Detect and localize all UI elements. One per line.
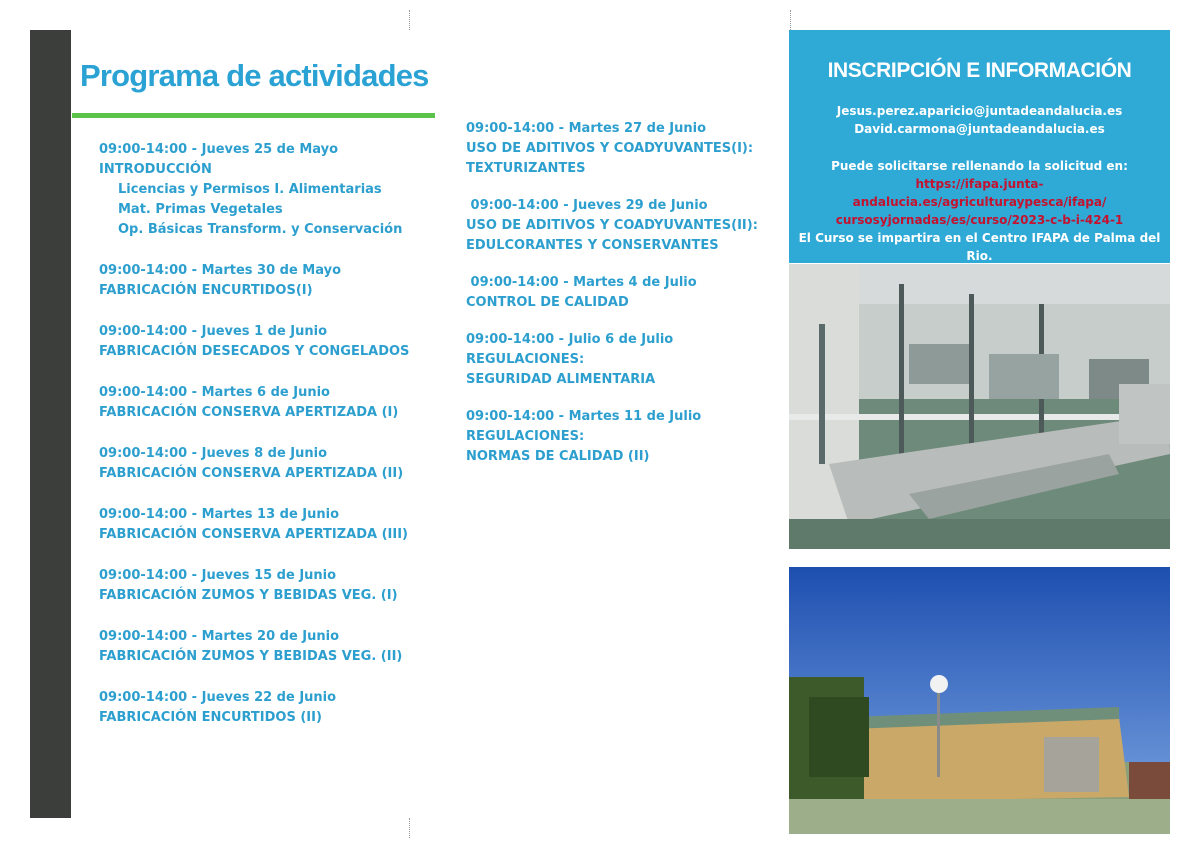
schedule-item xyxy=(99,261,429,301)
schedule-subtopic: Mat. Primas Vegetales xyxy=(118,202,283,217)
schedule-date: 09:00-14:00 - Jueves 1 de Junio xyxy=(99,324,328,339)
fold-mark-top-right xyxy=(790,10,791,30)
schedule-topic: CONTROL DE CALIDAD xyxy=(466,295,629,310)
schedule-topic: FABRICACIÓN ENCURTIDOS (II) xyxy=(99,710,322,725)
contact-email-2[interactable]: David.carmona@juntadeandalucia.es xyxy=(854,122,1105,136)
food-processing-plant-photo xyxy=(789,264,1170,549)
schedule-item xyxy=(466,119,776,179)
registration-url-line-1[interactable]: https://ifapa.junta-andalucia.es/agriculturaypesca/ifapa/ xyxy=(852,177,1107,209)
schedule-item xyxy=(99,444,429,484)
schedule-topic: FABRICACIÓN ZUMOS Y BEBIDAS VEG. (II) xyxy=(99,649,403,664)
schedule-date: 09:00-14:00 - Jueves 25 de Mayo xyxy=(99,142,339,157)
schedule-topic: EDULCORANTES Y CONSERVANTES xyxy=(466,238,719,253)
schedule-item xyxy=(99,140,429,240)
schedule-date: 09:00-14:00 - Martes 6 de Junio xyxy=(99,385,330,400)
schedule-topic: SEGURIDAD ALIMENTARIA xyxy=(466,372,656,387)
schedule-topic: FABRICACIÓN DESECADOS Y CONGELADOS xyxy=(99,344,410,359)
schedule-topic: FABRICACIÓN CONSERVA APERTIZADA (II) xyxy=(99,466,404,481)
schedule-topic: FABRICACIÓN CONSERVA APERTIZADA (III) xyxy=(99,527,408,542)
schedule-item xyxy=(466,407,776,467)
schedule-date: 09:00-14:00 - Jueves 15 de Junio xyxy=(99,568,337,583)
schedule-column-2 xyxy=(466,119,776,484)
schedule-date: 09:00-14:00 - Martes 13 de Junio xyxy=(99,507,340,522)
schedule-date: 09:00-14:00 - Martes 30 de Mayo xyxy=(99,263,341,278)
info-panel xyxy=(789,30,1170,263)
schedule-item xyxy=(99,627,429,667)
schedule-date: 09:00-14:00 - Martes 27 de Junio xyxy=(466,121,707,136)
schedule-column-1 xyxy=(99,140,429,749)
schedule-subtopic: Op. Básicas Transform. y Conservación xyxy=(118,222,403,237)
registration-url-line-2[interactable]: cursosyjornadas/es/curso/2023-c-b-i-424-1 xyxy=(835,213,1124,227)
program-title: Programa de actividades xyxy=(80,58,429,93)
schedule-topic: TEXTURIZANTES xyxy=(466,161,586,176)
schedule-date: 09:00-14:00 - Martes 4 de Julio xyxy=(466,275,697,290)
schedule-date: 09:00-14:00 - Julio 6 de Julio xyxy=(466,332,674,347)
schedule-item xyxy=(466,273,776,313)
venue-text: El Curso se impartira en el Centro IFAPA de Palma del Rio. xyxy=(798,231,1161,263)
schedule-item xyxy=(99,566,429,606)
left-dark-bar xyxy=(30,30,71,818)
schedule-date: 09:00-14:00 - Martes 11 de Julio xyxy=(466,409,702,424)
request-text: Puede solicitarse rellenando la solicitud en: xyxy=(831,159,1128,173)
schedule-topic: FABRICACIÓN ENCURTIDOS(I) xyxy=(99,283,313,298)
info-title: INSCRIPCIÓN E INFORMACIÓN xyxy=(827,59,1132,82)
schedule-topic: INTRODUCCIÓN xyxy=(99,162,212,177)
title-underline xyxy=(72,113,435,118)
fold-mark-top-left xyxy=(409,10,410,30)
schedule-topic: USO DE ADITIVOS Y COADYUVANTES(I): xyxy=(466,141,754,156)
schedule-date: 09:00-14:00 - Jueves 22 de Junio xyxy=(99,690,337,705)
schedule-item xyxy=(99,688,429,728)
contact-email-1[interactable]: Jesus.perez.aparicio@juntadeandalucia.es xyxy=(836,104,1123,118)
schedule-item xyxy=(99,505,429,545)
schedule-subtopic: Licencias y Permisos I. Alimentarias xyxy=(118,182,382,197)
schedule-topic: FABRICACIÓN CONSERVA APERTIZADA (I) xyxy=(99,405,399,420)
schedule-topic: REGULACIONES: xyxy=(466,352,585,367)
schedule-date: 09:00-14:00 - Martes 20 de Junio xyxy=(99,629,340,644)
schedule-topic: USO DE ADITIVOS Y COADYUVANTES(II): xyxy=(466,218,758,233)
schedule-item xyxy=(99,322,429,362)
schedule-item xyxy=(99,383,429,423)
schedule-date: 09:00-14:00 - Jueves 29 de Junio xyxy=(466,198,708,213)
schedule-item xyxy=(466,196,776,256)
schedule-topic: REGULACIONES: xyxy=(466,429,585,444)
schedule-date: 09:00-14:00 - Jueves 8 de Junio xyxy=(99,446,328,461)
fold-mark-bottom-left xyxy=(409,818,410,838)
ifapa-building-exterior-photo xyxy=(789,567,1170,834)
schedule-topic: NORMAS DE CALIDAD (II) xyxy=(466,449,650,464)
schedule-topic: FABRICACIÓN ZUMOS Y BEBIDAS VEG. (I) xyxy=(99,588,398,603)
schedule-item xyxy=(466,330,776,390)
info-body xyxy=(789,102,1170,283)
